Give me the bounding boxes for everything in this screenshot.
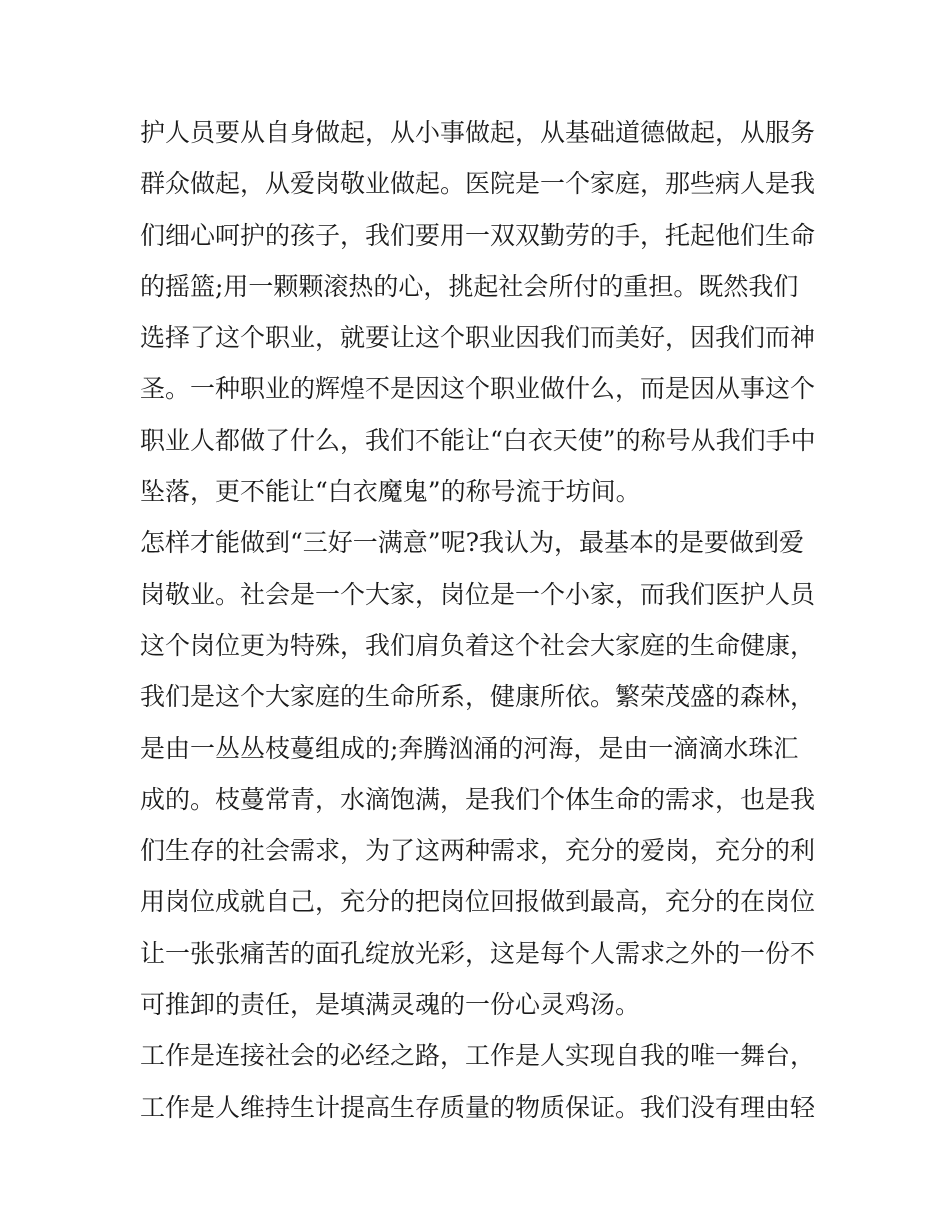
body-text — [140, 107, 820, 1133]
text-line-8: 坠落，更不能让“白衣魔鬼”的称号流于坊间。 — [140, 477, 641, 507]
text-line-17: 让一张张痛苦的面孔绽放光彩，这是每个人需求之外的一份不 — [140, 938, 816, 968]
text-line-13: 是由一丛丛枝蔓组成的;奔腾汹涌的河海，是由一滴滴水珠汇 — [140, 733, 799, 763]
text-line-11: 这个岗位更为特殊，我们肩负着这个社会大家庭的生命健康， — [140, 630, 816, 660]
text-line-16: 用岗位成就自己，充分的把岗位回报做到最高，充分的在岗位 — [140, 887, 816, 917]
text-line-18: 可推卸的责任，是填满灵魂的一份心灵鸡汤。 — [140, 990, 641, 1020]
text-line-7: 职业人都做了什么，我们不能让“白衣天使”的称号从我们手中 — [140, 425, 816, 455]
text-line-1: 护人员要从自身做起，从小事做起，从基础道德做起，从服务 — [140, 118, 816, 147]
text-line-6: 圣。一种职业的辉煌不是因这个职业做什么，而是因从事这个 — [140, 374, 816, 404]
text-line-4: 的摇篮;用一颗颗滚热的心，挑起社会所付的重担。既然我们 — [140, 271, 799, 301]
text-line-12: 我们是这个大家庭的生命所系，健康所依。繁荣茂盛的森林， — [140, 682, 816, 712]
text-line-3: 们细心呵护的孩子，我们要用一双双勤劳的手，托起他们生命 — [140, 220, 816, 250]
text-line-5: 选择了这个职业，就要让这个职业因我们而美好，因我们而神 — [140, 323, 816, 353]
text-line-19: 工作是连接社会的必经之路，工作是人实现自我的唯一舞台， — [140, 1041, 816, 1071]
text-line-20: 工作是人维持生计提高生存质量的物质保证。我们没有理由轻 — [140, 1092, 816, 1122]
text-line-2: 群众做起，从爱岗敬业做起。医院是一个家庭，那些病人是我 — [140, 169, 816, 199]
text-line-15: 们生存的社会需求，为了这两种需求，充分的爱岗，充分的利 — [140, 836, 816, 866]
text-line-10: 岗敬业。社会是一个大家，岗位是一个小家，而我们医护人员 — [140, 579, 816, 609]
text-line-14: 成的。枝蔓常青，水滴饱满，是我们个体生命的需求，也是我 — [140, 784, 816, 814]
text-line-9: 怎样才能做到“三好一满意”呢?我认为，最基本的是要做到爱 — [140, 528, 804, 558]
